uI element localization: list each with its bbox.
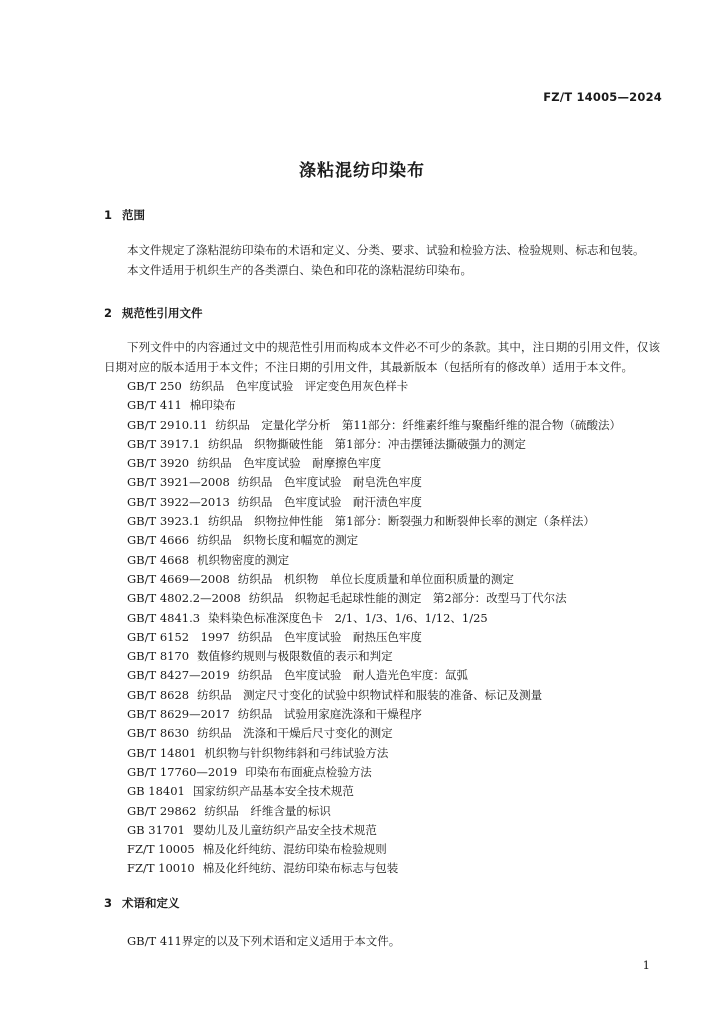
- reference-title: 棉及化纤纯纺、混纺印染布检验规则: [202, 842, 387, 857]
- reference-item: [127, 416, 667, 435]
- reference-title: 机织物与针织物纬斜和弓纬试验方法: [204, 745, 389, 760]
- reference-item: [127, 802, 667, 821]
- reference-item: [127, 377, 667, 396]
- reference-code: GB/T 8630: [127, 726, 190, 741]
- reference-code: GB/T 250: [127, 379, 182, 393]
- reference-code: GB/T 3922—2013: [127, 494, 230, 509]
- reference-title: 纺织品 色牢度试验 耐皂洗色牢度: [237, 475, 422, 490]
- reference-code: FZ/T 10010: [127, 861, 195, 876]
- reference-code: GB/T 3921—2008: [127, 475, 230, 490]
- reference-code: GB/T 3920: [127, 456, 190, 471]
- reference-item: [127, 782, 667, 801]
- section-2-number: 2: [104, 306, 113, 320]
- reference-code: GB/T 4841.3: [127, 610, 201, 625]
- reference-title: 婴幼儿及儿童纺织产品安全技术规范: [192, 822, 377, 837]
- section-2-heading: [104, 305, 203, 321]
- reference-code: FZ/T 10005: [127, 842, 195, 857]
- reference-item: [127, 473, 667, 492]
- reference-code: GB/T 6152 1997: [127, 629, 230, 644]
- reference-title: 纺织品 试验用家庭洗涤和干燥程序: [237, 707, 422, 722]
- reference-code: GB/T 4668: [127, 552, 190, 567]
- reference-item: [127, 686, 667, 705]
- reference-title: 纺织品 织物长度和幅宽的测定: [197, 533, 359, 548]
- reference-title: 纺织品 色牢度试验 评定变色用灰色样卡: [189, 379, 409, 393]
- reference-title: 数值修约规则与极限数值的表示和判定: [197, 649, 393, 664]
- reference-item: [127, 551, 667, 570]
- reference-code: GB/T 4666: [127, 533, 190, 548]
- reference-title: 棉及化纤纯纺、混纺印染布标志与包装: [202, 861, 399, 876]
- reference-item: [127, 531, 667, 550]
- reference-code: GB/T 8628: [127, 687, 190, 702]
- reference-code: GB/T 8427—2019: [127, 668, 230, 683]
- reference-title: 纺织品 纤维含量的标识: [204, 803, 331, 818]
- reference-item: [127, 454, 667, 473]
- reference-item: [127, 840, 667, 859]
- section-1-paragraph-1: 本文件规定了涤粘混纺印染布的术语和定义、分类、要求、试验和检验方法、检验规则、标志和包装。: [127, 243, 645, 257]
- reference-title: 国家纺织产品基本安全技术规范: [192, 784, 354, 799]
- reference-item: [127, 396, 667, 415]
- reference-title: 纺织品 测定尺寸变化的试验中织物试样和服装的准备、标记及测量: [197, 687, 543, 702]
- reference-title: 纺织品 洗涤和干燥后尺寸变化的测定: [197, 726, 393, 741]
- reference-item: [127, 628, 667, 647]
- reference-code: GB 31701: [127, 822, 185, 837]
- reference-item: [127, 821, 667, 840]
- section-1-title: 范围: [122, 208, 145, 222]
- reference-title: 棉印染布: [189, 398, 236, 413]
- section-2-title: 规范性引用文件: [122, 306, 203, 320]
- reference-code: GB/T 411: [127, 398, 182, 413]
- reference-code: GB/T 3923.1: [127, 514, 201, 529]
- section-1-number: 1: [104, 208, 113, 222]
- reference-title: 纺织品 色牢度试验 耐摩擦色牢度: [197, 456, 382, 471]
- reference-title: 纺织品 定量化学分析 第11部分：纤维素纤维与聚酯纤维的混合物（硫酸法）: [215, 417, 622, 432]
- section-3-number: 3: [104, 896, 113, 910]
- reference-item: [127, 435, 667, 454]
- reference-code: GB/T 2910.11: [127, 417, 208, 432]
- reference-title: 纺织品 织物拉伸性能 第1部分：断裂强力和断裂伸长率的测定（条样法）: [208, 514, 595, 529]
- reference-code: GB/T 29862: [127, 803, 197, 818]
- reference-code: GB/T 4802.2—2008: [127, 591, 241, 606]
- reference-code: GB/T 3917.1: [127, 436, 201, 451]
- reference-title: 纺织品 机织物 单位长度质量和单位面积质量的测定: [237, 571, 514, 586]
- reference-item: [127, 666, 667, 685]
- reference-code: GB/T 8629—2017: [127, 707, 230, 722]
- standard-code: FZ/T 14005—2024: [543, 90, 662, 104]
- reference-item: [127, 493, 667, 512]
- reference-code: GB 18401: [127, 784, 185, 799]
- document-title: 涤粘混纺印染布: [299, 161, 425, 181]
- page-number: 1: [642, 958, 650, 972]
- section-1-heading: [104, 207, 145, 223]
- reference-title: 印染布布面疵点检验方法: [245, 764, 372, 779]
- reference-item: [127, 724, 667, 743]
- reference-title: 纺织品 织物撕破性能 第1部分：冲击摆锤法撕破强力的测定: [208, 436, 526, 451]
- reference-item: [127, 647, 667, 666]
- reference-code: GB/T 4669—2008: [127, 571, 230, 586]
- reference-code: GB/T 14801: [127, 745, 197, 760]
- reference-code: GB/T 8170: [127, 649, 190, 664]
- reference-title: 染料染色标准深度色卡 2/1、1/3、1/6、1/12、1/25: [208, 610, 488, 625]
- section-3-paragraph-1: GB/T 411界定的以及下列术语和定义适用于本文件。: [127, 934, 401, 948]
- section-1-paragraph-2: 本文件适用于机织生产的各类漂白、染色和印花的涤粘混纺印染布。: [127, 263, 472, 277]
- reference-title: 纺织品 织物起毛起球性能的测定 第2部分：改型马丁代尔法: [248, 591, 567, 606]
- reference-item: [127, 570, 667, 589]
- section-3-title: 术语和定义: [122, 896, 180, 910]
- reference-item: [127, 589, 667, 608]
- reference-item: [127, 512, 667, 531]
- reference-title: 纺织品 色牢度试验 耐汗渍色牢度: [237, 494, 422, 509]
- reference-code: GB/T 17760—2019: [127, 764, 238, 779]
- reference-item: [127, 744, 667, 763]
- reference-title: 机织物密度的测定: [197, 552, 290, 567]
- reference-item: [127, 859, 667, 878]
- reference-item: [127, 609, 667, 628]
- reference-item: [127, 705, 667, 724]
- reference-item: [127, 763, 667, 782]
- normative-references-list: [127, 377, 667, 879]
- reference-title: 纺织品 色牢度试验 耐热压色牢度: [237, 629, 422, 644]
- section-2-intro: 下列文件中的内容通过文中的规范性引用而构成本文件必不可少的条款。其中，注日期的引用文件，仅该日期对应的版本适用于本文件；不注日期的引用文件，其最新版本（包括所有的修改单）适用于本文件。: [104, 340, 660, 374]
- reference-title: 纺织品 色牢度试验 耐人造光色牢度：氙弧: [237, 668, 468, 683]
- section-3-heading: [104, 895, 180, 911]
